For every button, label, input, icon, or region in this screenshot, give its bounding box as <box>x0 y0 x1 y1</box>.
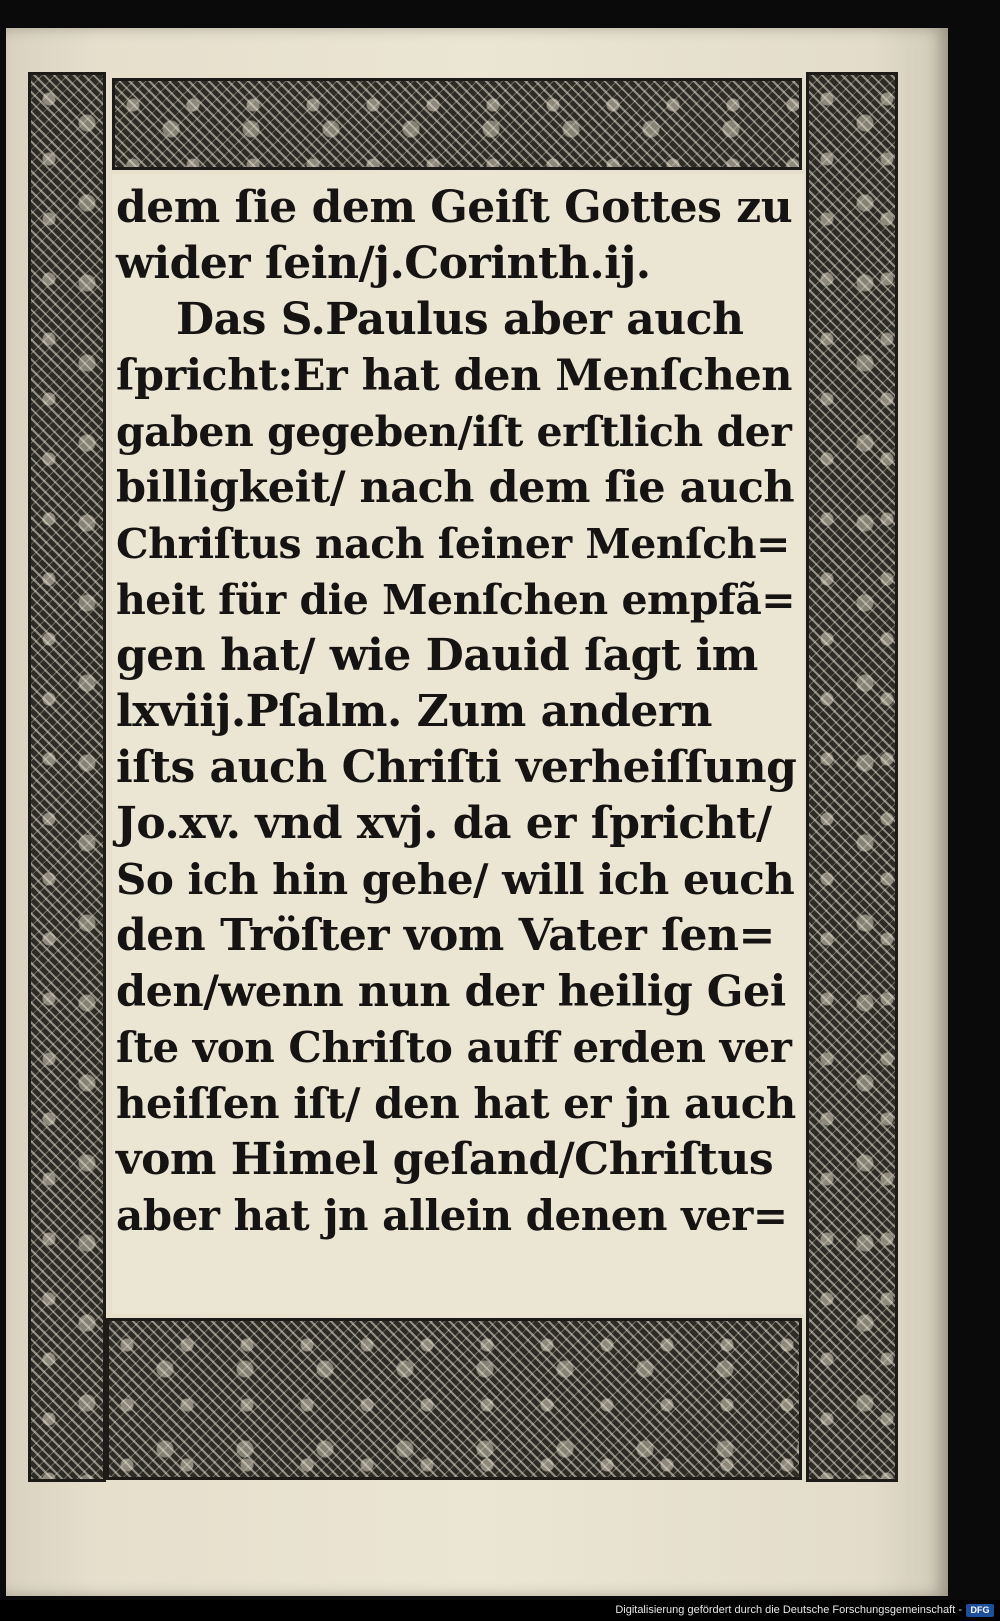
dfg-logo: DFG <box>966 1604 994 1617</box>
text-line: billigkeit/ nach dem ſie auch <box>116 463 795 513</box>
text-line: ſte von Chriſto auff erden ver <box>116 1023 792 1072</box>
text-line: iſts auch Chriſti verheiſſung <box>116 742 797 793</box>
text-line: vom Himel geſand/Chriſtus <box>116 1134 774 1185</box>
text-line: den/wenn nun der heilig Gei <box>116 967 786 1017</box>
text-line: Das S.Paulus aber auch <box>176 294 744 345</box>
dfg-credit: Digitalisierung gefördert durch die Deutsche Forschungsgemeinschaft - <box>615 1604 962 1616</box>
text-line: lxviij.Pſalm. Zum andern <box>116 686 713 737</box>
text-line: den Tröſter vom Vater ſen= <box>116 910 775 961</box>
text-line: Jo.xv. vnd xvj. da er ſpricht/ <box>116 798 772 849</box>
text-line: ſpricht:Er hat den Menſchen <box>116 351 793 401</box>
text-line: So ich hin gehe/ will ich euch <box>116 855 795 904</box>
woodcut-border-bottom <box>106 1318 802 1480</box>
woodcut-border-left <box>28 72 106 1482</box>
text-line: gaben gegeben/iſt erſtlich der <box>116 408 792 456</box>
text-line: aber hat jn allein denen ver= <box>116 1191 788 1240</box>
text-line: Chriſtus nach ſeiner Menſch= <box>116 520 790 568</box>
woodcut-border-right <box>806 72 898 1482</box>
text-line: dem ſie dem Geiſt Gottes zu <box>116 182 793 233</box>
text-line: wider ſein/j.Corinth.ij. <box>116 238 651 289</box>
text-line: gen hat/ wie Dauid ſagt im <box>116 630 758 681</box>
text-line: heit für die Menſchen empfã= <box>116 576 796 624</box>
woodcut-border-top <box>112 78 802 170</box>
text-line: heiſſen iſt/ den hat er jn auch <box>116 1079 796 1128</box>
